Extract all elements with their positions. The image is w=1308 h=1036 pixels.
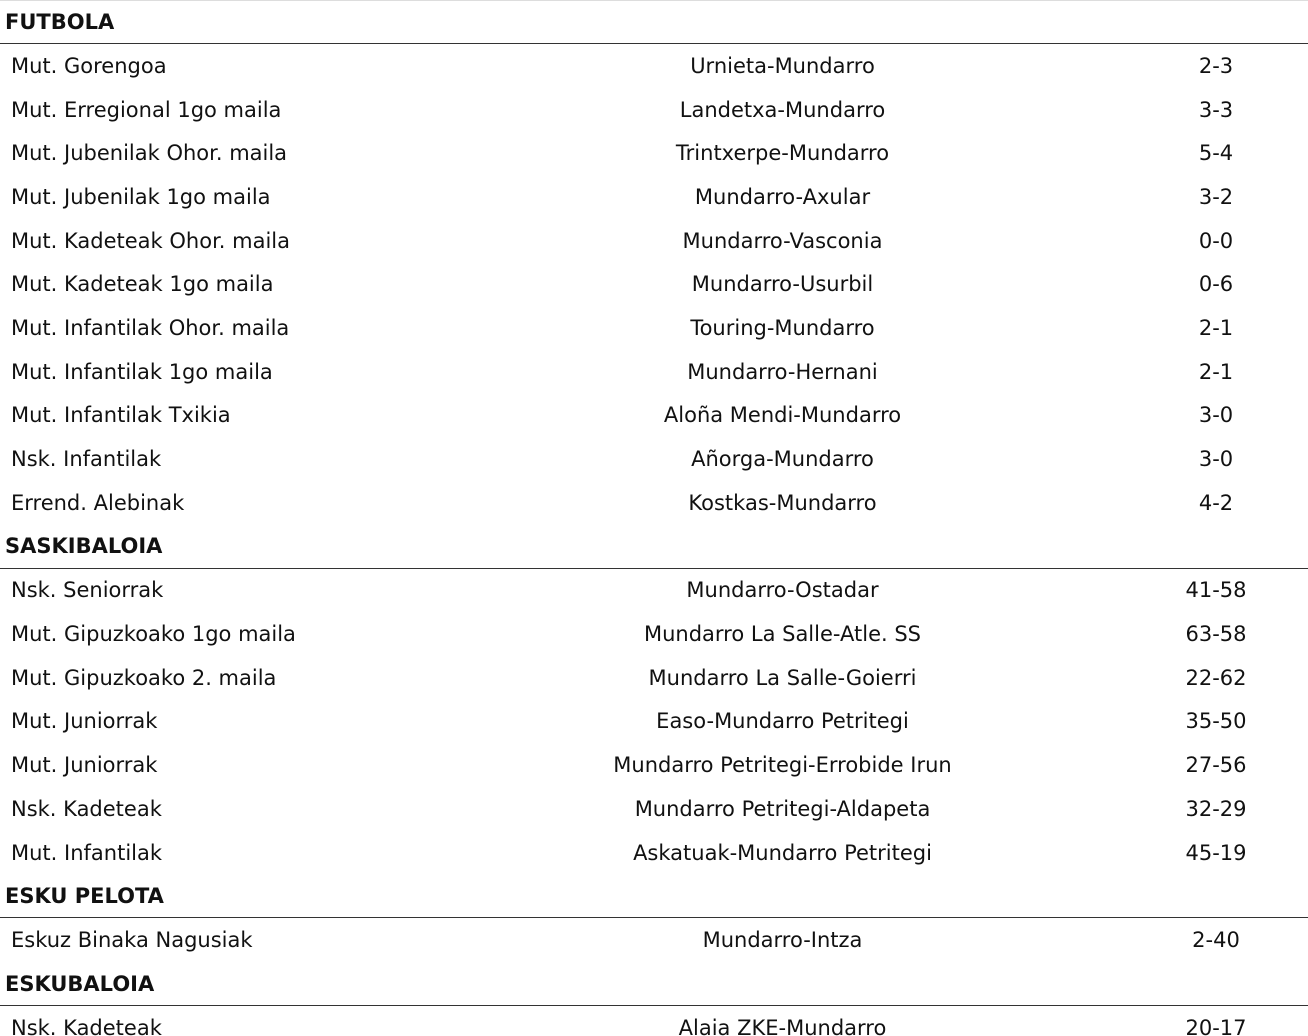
match-cell: Mundarro-Intza: [702, 928, 863, 953]
score-cell: 32-29: [1185, 796, 1247, 821]
category-cell: Nsk. Infantilak: [11, 447, 162, 472]
match-cell: Kostkas-Mundarro: [688, 490, 877, 515]
match-cell: Mundarro-Vasconia: [682, 228, 883, 253]
result-row: [0, 44, 1308, 88]
category-cell: Nsk. Kadeteak: [11, 1015, 162, 1036]
score-cell: 0-6: [1198, 272, 1234, 297]
category-cell: Mut. Infantilak Ohor. maila: [11, 315, 290, 340]
result-row: [0, 262, 1308, 306]
category-cell: Mut. Juniorrak: [11, 753, 158, 778]
match-cell: Mundarro-Axular: [694, 184, 871, 209]
result-row: [0, 437, 1308, 481]
category-cell: Mut. Infantilak Txikia: [11, 403, 231, 428]
score-cell: 2-1: [1198, 359, 1234, 384]
section-title: ESKU PELOTA: [0, 874, 1308, 918]
section-saskibaloia: [0, 525, 1308, 875]
section-esku-pelota: [0, 874, 1308, 962]
match-cell: Easo-Mundarro Petritegi: [656, 709, 909, 734]
section-title: SASKIBALOIA: [0, 525, 1308, 569]
result-row: [0, 787, 1308, 831]
score-cell: 5-4: [1198, 141, 1234, 166]
match-cell: Touring-Mundarro: [690, 315, 875, 340]
match-cell: Mundarro-Hernani: [687, 359, 878, 384]
result-row: [0, 656, 1308, 700]
score-cell: 3-0: [1198, 403, 1234, 428]
category-cell: Mut. Jubenilak Ohor. maila: [11, 141, 288, 166]
category-cell: Mut. Erregional 1go maila: [11, 97, 282, 122]
match-cell: Añorga-Mundarro: [691, 447, 874, 472]
result-row: [0, 831, 1308, 875]
category-cell: Nsk. Seniorrak: [11, 578, 164, 603]
section-title: FUTBOLA: [0, 0, 1308, 44]
score-cell: 2-3: [1198, 53, 1234, 78]
category-cell: Mut. Gipuzkoako 2. maila: [11, 665, 277, 690]
result-row: [0, 175, 1308, 219]
match-cell: Alaia ZKE-Mundarro: [678, 1015, 887, 1036]
result-row: [0, 306, 1308, 350]
score-cell: 20-17: [1185, 1015, 1247, 1036]
result-row: [0, 88, 1308, 132]
category-cell: Mut. Infantilak 1go maila: [11, 359, 273, 384]
match-cell: Mundarro Petritegi-Aldapeta: [634, 796, 931, 821]
match-cell: Trintxerpe-Mundarro: [675, 141, 890, 166]
match-cell: Mundarro-Ostadar: [686, 578, 879, 603]
section-eskubaloia: [0, 962, 1308, 1036]
category-cell: Mut. Juniorrak: [11, 709, 158, 734]
result-row: [0, 700, 1308, 744]
result-row: [0, 1006, 1308, 1036]
match-cell: Askatuak-Mundarro Petritegi: [633, 840, 932, 865]
category-cell: Mut. Kadeteak Ohor. maila: [11, 228, 290, 253]
category-cell: Mut. Infantilak: [11, 840, 163, 865]
match-cell: Mundarro La Salle-Goierri: [648, 665, 917, 690]
match-cell: Landetxa-Mundarro: [679, 97, 886, 122]
score-cell: 35-50: [1185, 709, 1247, 734]
score-cell: 3-3: [1198, 97, 1234, 122]
result-row: [0, 743, 1308, 787]
score-cell: 22-62: [1185, 665, 1247, 690]
score-cell: 63-58: [1185, 622, 1247, 647]
category-cell: Errend. Alebinak: [11, 490, 185, 515]
section-title: ESKUBALOIA: [0, 962, 1308, 1006]
score-cell: 45-19: [1185, 840, 1247, 865]
score-cell: 3-0: [1198, 447, 1234, 472]
result-row: [0, 612, 1308, 656]
category-cell: Mut. Jubenilak 1go maila: [11, 184, 271, 209]
score-cell: 27-56: [1185, 753, 1247, 778]
result-row: [0, 394, 1308, 438]
category-cell: Eskuz Binaka Nagusiak: [11, 928, 253, 953]
category-cell: Mut. Gipuzkoako 1go maila: [11, 622, 296, 647]
match-cell: Mundarro-Usurbil: [691, 272, 874, 297]
match-cell: Mundarro Petritegi-Errobide Irun: [613, 753, 952, 778]
score-cell: 2-40: [1192, 928, 1240, 953]
match-cell: Mundarro La Salle-Atle. SS: [643, 622, 922, 647]
result-row: [0, 569, 1308, 613]
score-cell: 41-58: [1185, 578, 1247, 603]
score-cell: 0-0: [1198, 228, 1234, 253]
result-row: [0, 219, 1308, 263]
score-cell: 4-2: [1198, 490, 1234, 515]
result-row: [0, 350, 1308, 394]
category-cell: Mut. Kadeteak 1go maila: [11, 272, 274, 297]
category-cell: Nsk. Kadeteak: [11, 796, 162, 821]
score-cell: 2-1: [1198, 315, 1234, 340]
category-cell: Mut. Gorengoa: [11, 53, 167, 78]
result-row: [0, 918, 1308, 962]
score-cell: 3-2: [1198, 184, 1234, 209]
match-cell: Urnieta-Mundarro: [690, 53, 875, 78]
result-row: [0, 131, 1308, 175]
result-row: [0, 481, 1308, 525]
match-cell: Aloña Mendi-Mundarro: [663, 403, 902, 428]
